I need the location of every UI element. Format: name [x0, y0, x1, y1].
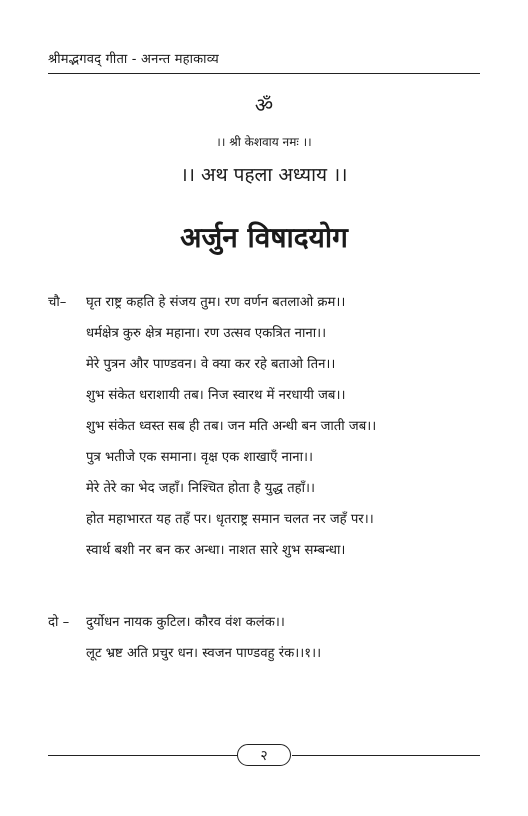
doha-verse-block	[48, 612, 484, 674]
verse-text: स्वार्थ बशी नर बन कर अन्धा। नाशत सारे शुभ सम्बन्धा।	[86, 543, 346, 558]
verse-line	[48, 385, 484, 416]
verse-line	[48, 354, 484, 385]
page-number: २	[237, 744, 291, 766]
footer-divider-left	[48, 755, 238, 756]
verse-text: घृत राष्ट्र कहति हे संजय तुम। रण वर्णन बतलाओ क्रम।।	[86, 295, 346, 310]
verse-text: होत महाभारत यह तहँ पर। धृतराष्ट्र समान चलत नर जहँ पर।।	[86, 512, 374, 527]
verse-text: शुभ संकेत धराशायी तब। निज स्वारथ में नरधायी जब।।	[86, 388, 346, 403]
verse-line	[48, 478, 484, 509]
chapter-heading: ।। अथ पहला अध्याय ।।	[180, 164, 348, 186]
footer-divider-right	[292, 755, 480, 756]
verse-text: लूट भ्रष्ट अति प्रचुर धन। स्वजन पाण्डवहु रंक।।१।।	[86, 646, 322, 661]
doha-label: दो –	[48, 615, 70, 630]
verse-line	[48, 416, 484, 447]
verse-text: दुर्योधन नायक कुटिल। कौरव वंश कलंक।।	[86, 615, 285, 630]
verse-line	[48, 612, 484, 643]
verse-line	[48, 292, 484, 323]
chapter-title: अर्जुन विषादयोग	[180, 221, 348, 254]
verse-text: पुत्र भतीजे एक समाना। वृक्ष एक शाखाएँ नाना।।	[86, 450, 314, 465]
verse-text: शुभ संकेत ध्वस्त सब ही तब। जन मति अन्धी बन जाती जब।।	[86, 419, 377, 434]
verse-line	[48, 323, 484, 354]
verse-line	[48, 643, 484, 674]
verse-text: मेरे पुत्रन और पाण्डवन। वे क्या कर रहे बताओ तिन।।	[86, 357, 336, 372]
chaupai-verse-block	[48, 292, 484, 571]
verse-line	[48, 447, 484, 478]
om-symbol-icon: ॐ	[254, 93, 274, 117]
verse-line	[48, 540, 484, 571]
verse-text: धर्मक्षेत्र कुरु क्षेत्र महाना। रण उत्सव एकत्रित नाना।।	[86, 326, 327, 341]
invocation-line: ।। श्री केशवाय नमः ।।	[216, 135, 312, 149]
verse-text: मेरे तेरे का भेद जहाँ। निश्चित होता है युद्ध तहाँ।।	[86, 481, 316, 496]
header-divider	[48, 73, 480, 74]
running-header-title: श्रीमद्भगवद् गीता - अनन्त महाकाव्य	[48, 52, 219, 67]
chaupai-label: चौ–	[48, 295, 67, 310]
verse-line	[48, 509, 484, 540]
